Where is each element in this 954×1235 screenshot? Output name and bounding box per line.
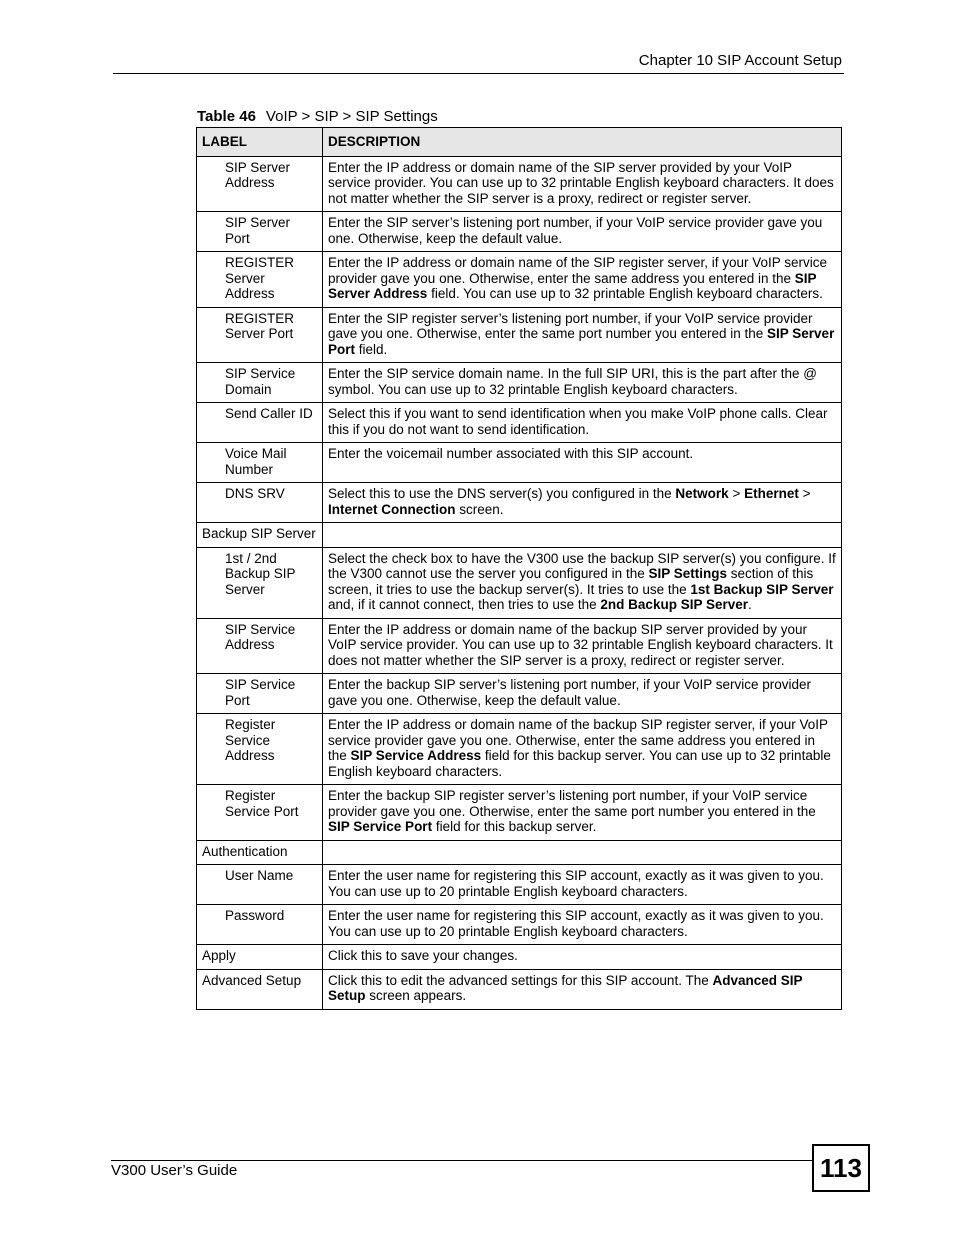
row-description	[323, 969, 842, 1009]
row-description	[323, 865, 842, 905]
row-description	[323, 363, 842, 403]
description-text: screen.	[455, 501, 504, 517]
description-text: field. You can use up to 32 printable English keyboard characters.	[427, 286, 823, 301]
description-bold-term: Network	[675, 486, 729, 501]
table-header-row	[197, 128, 842, 157]
table-row	[197, 865, 842, 905]
row-label: SIP Server Port	[197, 212, 323, 252]
table-row	[197, 785, 842, 841]
table-row	[197, 674, 842, 714]
table-row	[197, 523, 842, 548]
row-description	[323, 483, 842, 523]
description-text: Click this to save your changes.	[328, 948, 518, 963]
description-text: >	[798, 486, 811, 501]
description-text: and, if it cannot connect, then tries to use the	[328, 597, 601, 612]
table-row	[197, 212, 842, 252]
row-label: 1st / 2nd Backup SIP Server	[197, 547, 323, 618]
row-description	[323, 443, 842, 483]
table-row	[197, 840, 842, 865]
table-caption-title: VoIP > SIP > SIP Settings	[265, 108, 438, 125]
row-label: Register Service Port	[197, 785, 323, 841]
row-description	[323, 618, 842, 674]
row-description	[323, 840, 842, 865]
description-text: Enter the voicemail number associated with this SIP account.	[328, 446, 694, 461]
row-description	[323, 523, 842, 548]
row-description	[323, 905, 842, 945]
table-body	[197, 156, 842, 1009]
description-text: Enter the SIP service domain name. In the full SIP URI, this is the part after the @ symbol. You can use up to 32 printable English keyboard characters.	[328, 366, 817, 397]
row-description	[323, 785, 842, 841]
page-number: 113	[812, 1144, 870, 1192]
description-text: field for this backup server.	[432, 819, 597, 834]
description-bold-term: SIP Server Port	[328, 326, 835, 357]
row-label: REGISTER Server Address	[197, 252, 323, 308]
row-label: Voice Mail Number	[197, 443, 323, 483]
table-row	[197, 547, 842, 618]
description-bold-term: 2nd Backup SIP Server	[600, 597, 748, 612]
table-row	[197, 618, 842, 674]
description-text: Enter the IP address or domain name of the backup SIP server provided by your VoIP service provider. You can use up to 32 printable English keyboard characters. It does not matter whether the SIP server is a proxy, redirect or register server.	[328, 621, 833, 668]
table-row	[197, 307, 842, 363]
description-text: field.	[355, 341, 388, 357]
row-label: Advanced Setup	[197, 969, 323, 1009]
description-text: Enter the backup SIP register server’s listening port number, if your VoIP service provider gave you one. Otherwise, enter the same port number you entered in the	[328, 788, 816, 819]
description-bold-term: SIP Service Address	[350, 748, 482, 763]
description-text: Enter the user name for registering this SIP account, exactly as it was given to you. You can use up to 20 printable English keyboard characters.	[328, 868, 824, 899]
table-caption-label: Table 46	[197, 108, 256, 125]
column-header-label: LABEL	[197, 128, 323, 157]
row-description	[323, 156, 842, 212]
row-label: SIP Service Address	[197, 618, 323, 674]
table-row	[197, 905, 842, 945]
row-label: Password	[197, 905, 323, 945]
row-description	[323, 945, 842, 970]
row-description	[323, 714, 842, 785]
description-text: Enter the backup SIP server’s listening port number, if your VoIP service provider gave you one. Otherwise, keep the default value.	[328, 677, 812, 708]
table-caption	[197, 108, 438, 125]
row-description	[323, 212, 842, 252]
table-row	[197, 945, 842, 970]
guide-title: V300 User’s Guide	[111, 1162, 238, 1179]
table-row	[197, 363, 842, 403]
table-row	[197, 156, 842, 212]
footer-rule	[111, 1160, 813, 1161]
description-text: Select the check box to have the V300 use the backup SIP server(s) you configure. If the V300 cannot use the server you configured in the	[328, 550, 836, 581]
description-text: section of this screen, it tries to use the backup server(s). It tries to use the	[328, 566, 814, 597]
table-row	[197, 252, 842, 308]
description-bold-term: Advanced SIP Setup	[328, 972, 803, 1003]
column-header-description: DESCRIPTION	[323, 128, 842, 157]
row-description	[323, 547, 842, 618]
row-label: Apply	[197, 945, 323, 970]
description-text: .	[748, 597, 752, 612]
description-bold-term: SIP Settings	[648, 566, 727, 581]
description-text: Enter the IP address or domain name of the SIP server provided by your VoIP service provider. You can use up to 32 printable English keyboard characters. It does not matter whether the SIP server is a proxy, redirect or register server.	[328, 159, 834, 206]
row-label: DNS SRV	[197, 483, 323, 523]
description-text: >	[728, 486, 745, 501]
row-description	[323, 674, 842, 714]
description-text: Click this to edit the advanced settings for this SIP account. The	[328, 972, 713, 988]
header-rule	[113, 73, 844, 74]
description-text: Select this if you want to send identification when you make VoIP phone calls. Clear this if you do not want to send identification.	[328, 406, 828, 437]
table-row	[197, 443, 842, 483]
row-label: User Name	[197, 865, 323, 905]
row-label: SIP Server Address	[197, 156, 323, 212]
row-description	[323, 307, 842, 363]
row-label: Send Caller ID	[197, 403, 323, 443]
chapter-heading: Chapter 10 SIP Account Setup	[638, 52, 842, 69]
row-label: Authentication	[197, 840, 323, 865]
row-label: SIP Service Port	[197, 674, 323, 714]
description-bold-term: SIP Service Port	[328, 819, 433, 834]
description-bold-term: Internet Connection	[328, 501, 456, 517]
description-text: Select this to use the DNS server(s) you configured in the	[328, 486, 676, 501]
description-bold-term: SIP Server Address	[328, 270, 817, 301]
description-text: Enter the SIP register server’s listening port number, if your VoIP service provider gave you one. Otherwise, enter the same port number you entered in the	[328, 310, 813, 341]
row-label: Register Service Address	[197, 714, 323, 785]
description-text: Enter the user name for registering this SIP account, exactly as it was given to you. You can use up to 20 printable English keyboard characters.	[328, 908, 824, 939]
description-text: Enter the IP address or domain name of the backup SIP register server, if your VoIP service provider gave you one. Otherwise, enter the same address you entered in the	[328, 717, 828, 763]
table-row	[197, 714, 842, 785]
table-row	[197, 403, 842, 443]
table-row	[197, 969, 842, 1009]
row-label: REGISTER Server Port	[197, 307, 323, 363]
settings-table	[196, 127, 842, 1010]
table-row	[197, 483, 842, 523]
description-text: screen appears.	[365, 988, 467, 1003]
row-label: SIP Service Domain	[197, 363, 323, 403]
description-text: field for this backup server. You can use up to 32 printable English keyboard characters.	[328, 748, 831, 779]
description-bold-term: Ethernet	[744, 486, 799, 501]
row-description	[323, 403, 842, 443]
row-description	[323, 252, 842, 308]
row-label: Backup SIP Server	[197, 523, 323, 548]
description-bold-term: 1st Backup SIP Server	[690, 581, 834, 597]
description-text: Enter the IP address or domain name of the SIP register server, if your VoIP service provider gave you one. Otherwise, enter the same address you entered in the	[328, 255, 828, 286]
description-text: Enter the SIP server’s listening port number, if your VoIP service provider gave you one. Otherwise, keep the default value.	[328, 215, 823, 246]
